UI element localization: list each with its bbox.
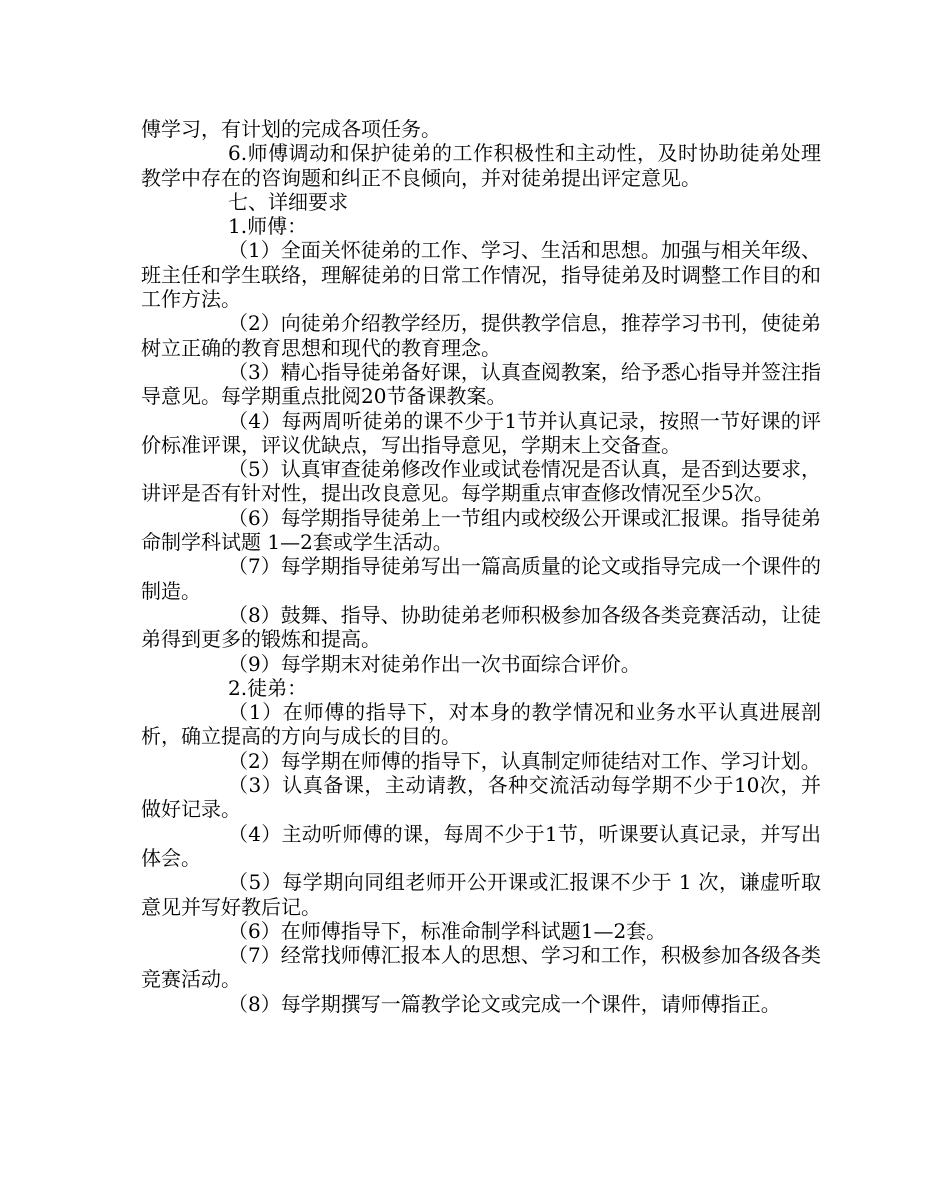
subheading-apprentice: 2.徒弟： [228,675,308,700]
apprentice-item-1: （1）在师傅的指导下，对本身的教学情况和业务水平认真进展剖析，确立提高的方向与成长的目的。 [141,700,821,749]
mentor-item-1: （1）全面关怀徒弟的工作、学习、生活和思想。加强与相关年级、班主任和学生联络，理解徒弟的日常工作情况，指导徒弟及时调整工作目的和工作方法。 [141,238,821,312]
mentor-item-9: （9）每学期末对徒弟作出一次书面综合评价。 [228,651,641,676]
apprentice-item-6: （6）在师傅指导下，标准命制学科试题1—2套。 [228,918,667,943]
mentor-item-3: （3）精心指导徒弟备好课，认真查阅教案，给予悉心指导并签注指导意见。每学期重点批阅20节备课教案。 [141,359,821,409]
mentor-item-8: （8）鼓舞、指导、协助徒弟老师积极参加各级各类竞赛活动，让徒弟得到更多的锻炼和提高。 [141,602,821,652]
section-heading-requirements: 七、详细要求 [228,189,348,214]
mentor-item-2: （2）向徒弟介绍教学经历，提供教学信息，推荐学习书刊，使徒弟树立正确的教育思想和现代的教育理念。 [141,311,821,360]
paragraph-continuation: 傅学习，有计划的完成各项任务。 [141,117,441,141]
paragraph-item-6: 6.师傅调动和保护徒弟的工作积极性和主动性，及时协助徒弟处理教学中存在的咨询题和纠正不良倾向，并对徒弟提出评定意见。 [141,141,821,190]
apprentice-item-4: （4）主动听师傅的课，每周不少于1节，听课要认真记录，并写出体会。 [141,821,821,870]
document-body [141,117,821,1016]
mentor-item-7: （7）每学期指导徒弟写出一篇高质量的论文或指导完成一个课件的制造。 [141,554,821,603]
apprentice-item-5: （5）每学期向同组老师开公开课或汇报课不少于 1 次，谦虚听取意见并写好教后记。 [141,870,821,919]
mentor-item-6: （6）每学期指导徒弟上一节组内或校级公开课或汇报课。指导徒弟命制学科试题 1—2套或学生活动。 [141,505,821,555]
mentor-item-4: （4）每两周听徒弟的课不少于1节并认真记录，按照一节好课的评价标准评课，评议优缺点，写出指导意见，学期末上交备查。 [141,408,821,457]
apprentice-item-3: （3）认真备课，主动请教，各种交流活动每学期不少于10次，并做好记录。 [141,773,821,822]
mentor-item-5: （5）认真审查徒弟修改作业或试卷情况是否认真，是否到达要求，讲评是否有针对性，提出改良意见。每学期重点审查修改情况至少5次。 [141,457,821,506]
apprentice-item-8: （8）每学期撰写一篇教学论文或完成一个课件，请师傅指正。 [228,991,781,1016]
apprentice-item-7: （7）经常找师傅汇报本人的思想、学习和工作，积极参加各级各类竞赛活动。 [141,943,821,992]
subheading-mentor: 1.师傅： [228,214,308,239]
apprentice-item-2: （2）每学期在师傅的指导下，认真制定师徒结对工作、学习计划。 [228,748,821,773]
